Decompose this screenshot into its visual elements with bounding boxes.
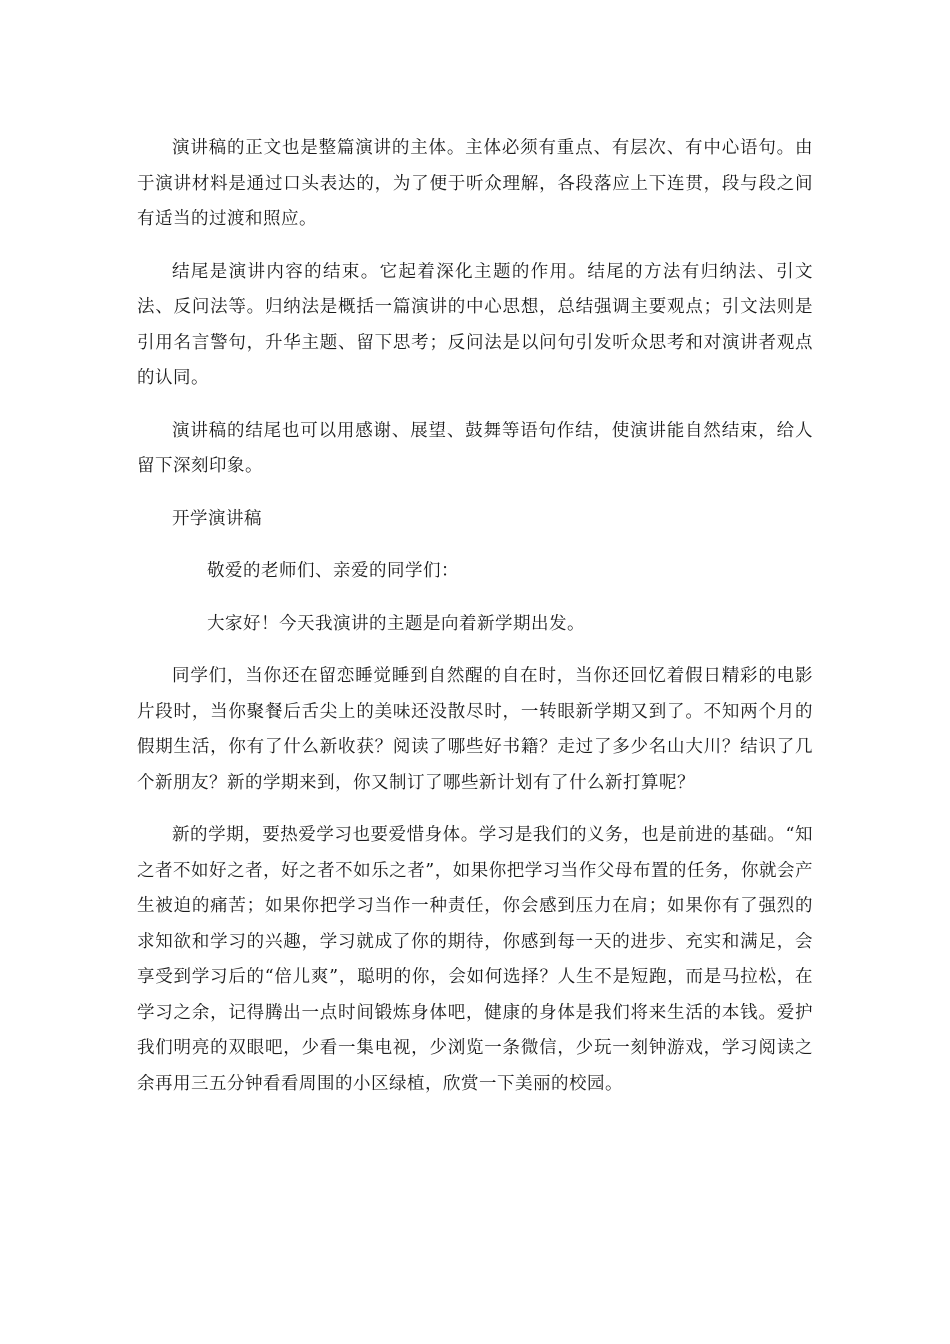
salutation: 敬爱的老师们、亲爱的同学们： <box>207 561 459 581</box>
paragraph-ending-methods: 结尾是演讲内容的结束。它起着深化主题的作用。结尾的方法有归纳法、引文法、反问法等。归纳法是概括一篇演讲的中心思想，总结强调主要观点；引文法则是引用名言警句，升华主题、留下思考；反问法是以问句引发听众思考和对演讲者观点的认同。 <box>137 261 813 388</box>
document-content <box>137 131 813 1119</box>
paragraph-body-intro: 演讲稿的正文也是整篇演讲的主体。主体必须有重点、有层次、有中心语句。由于演讲材料是通过口头表达的，为了便于听众理解，各段落应上下连贯，段与段之间有适当的过渡和照应。 <box>137 138 813 229</box>
paragraph-study-and-health: 新的学期，要热爱学习也要爱惜身体。学习是我们的义务，也是前进的基础。“知之者不如好之者，好之者不如乐之者”，如果你把学习当作父母布置的任务，你就会产生被迫的痛苦；如果你把学习当作一种责任，你会感到压力在肩；如果你有了强烈的求知欲和学习的兴趣，学习就成了你的期待，你感到每一天的进步、充实和满足，会享受到学习后的“倍儿爽”，聪明的你，会如何选择？人生不是短跑，而是马拉松，在学习之余，记得腾出一点时间锻炼身体吧，健康的身体是我们将来生活的本钱。爱护我们明亮的双眼吧，少看一集电视，少浏览一条微信，少玩一刻钟游戏，学习阅读之余再用三五分钟看看周围的小区绿植，欣赏一下美丽的校园。 <box>137 825 813 1094</box>
paragraph-new-semester-questions: 同学们，当你还在留恋睡觉睡到自然醒的自在时，当你还回忆着假日精彩的电影片段时，当你聚餐后舌尖上的美味还没散尽时，一转眼新学期又到了。不知两个月的假期生活，你有了什么新收获？阅读了哪些好书籍？走过了多少名山大川？结识了几个新朋友？新的学期来到，你又制订了哪些新计划有了什么新打算呢？ <box>137 666 813 793</box>
paragraph-ending-style: 演讲稿的结尾也可以用感谢、展望、鼓舞等语句作结，使演讲能自然结束，给人留下深刻印象。 <box>137 420 813 476</box>
section-title: 开学演讲稿 <box>172 508 262 529</box>
greeting: 大家好！今天我演讲的主题是向着新学期出发。 <box>207 613 585 634</box>
